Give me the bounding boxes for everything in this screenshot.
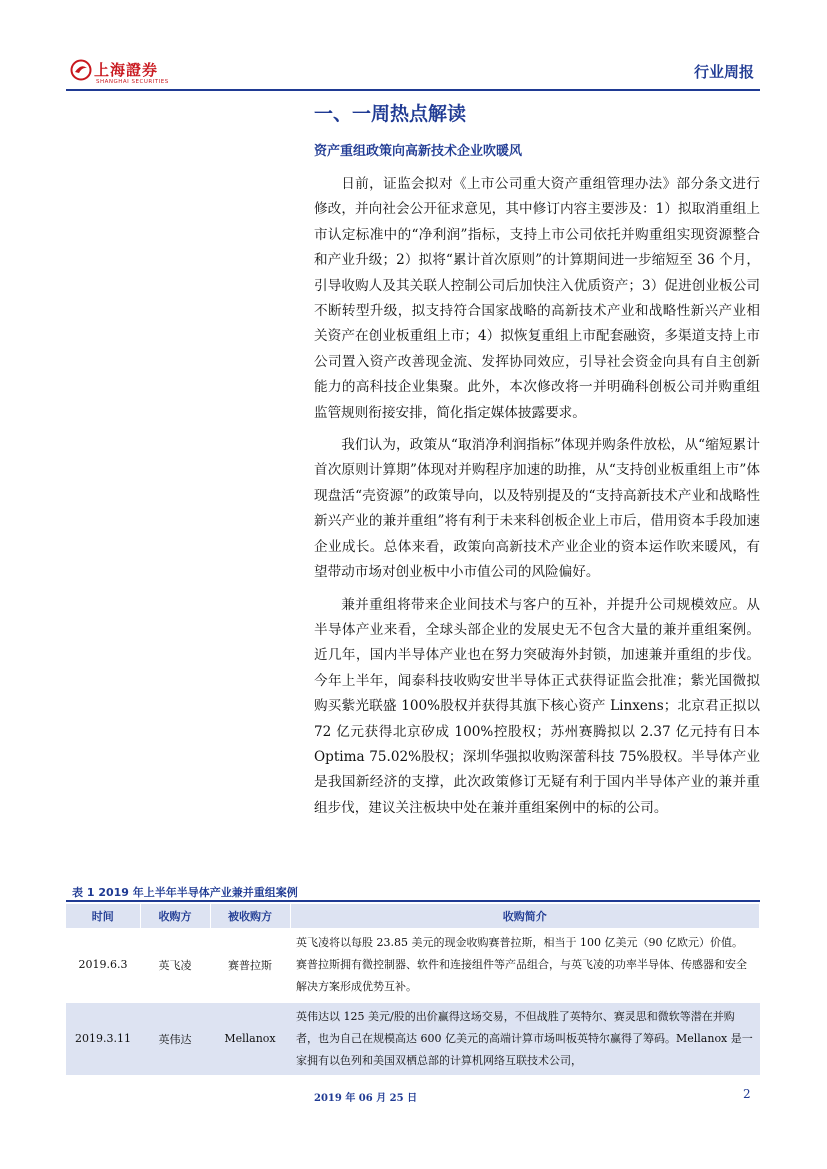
column-header: 时间 [66, 904, 140, 928]
paragraph: 兼并重组将带来企业间技术与客户的互补，并提升公司规模效应。从半导体产业来看，全球头部企业的发展史无不包含大量的兼并重组案例。近几年，国内半导体产业也在努力突破海外封锁，加速兼并重组的步伐。今年上半年，闻泰科技收购安世半导体正式获得证监会批准；紫光国微拟购买紫光联盛 100%股权并获得其旗下核心资产 Linxens；北京君正拟以 72 亿元获得北京矽成 100%控股权；苏州赛腾拟以 2.37 亿元持有日本 Optima 75.02%股权；深圳华强拟收购深蕾科技 75%股权。半导体产业是我国新经济的支撑，此次政策修订无疑有利于国内半导体产业的兼并重组步伐，建议关注板块中处在兼并重组案例中的标的公司。 [314, 596, 760, 816]
footer-date: 2019 年 06 月 25 日 [314, 1093, 418, 1104]
table-row [66, 1002, 760, 1075]
mna-cases-table [66, 904, 760, 1076]
paragraph: 我们认为，政策从“取消净利润指标”体现并购条件放松，从“缩短累计首次原则计算期”体现对并购程序加速的助推，从“支持创业板重组上市”体现盘活“壳资源”的政策导向，以及特别提及的“支持高新技术产业和战略性新兴产业的兼并重组”将有利于未来科创板企业上市后，借用资本手段加速企业成长。总体来看，政策向高新技术产业企业的资本运作吹来暖风，有望带动市场对创业板中小市值公司的风险偏好。 [314, 437, 760, 581]
article-body [314, 172, 760, 828]
brand-name: 上海證券 [94, 61, 159, 79]
logo-icon [70, 59, 92, 81]
target-cell: Mellanox [210, 1002, 290, 1075]
company-logo [66, 55, 196, 91]
table-top-rule [66, 900, 760, 902]
subsection-title: 资产重组政策向高新技术企业吹暖风 [314, 144, 523, 159]
header-divider [66, 89, 760, 91]
column-header: 收购方 [140, 904, 210, 928]
target-cell: 赛普拉斯 [210, 928, 290, 1002]
date-cell: 2019.3.11 [66, 1002, 140, 1075]
summary-cell: 英伟达以 125 美元/股的出价赢得这场交易，不但战胜了英特尔、赛灵思和微软等潜在并购者，也为自己在规模高达 600 亿美元的高端计算市场叫板英特尔赢得了筹码。Mellanox 是一家拥有以色列和美国双栖总部的计算机网络互联技术公司， [290, 1002, 760, 1075]
summary-cell: 英飞凌将以每股 23.85 美元的现金收购赛普拉斯，相当于 100 亿美元（90 亿欧元）价值。赛普拉斯拥有微控制器、软件和连接组件等产品组合，与英飞凌的功率半导体、传感器和安全解决方案形成优势互补。 [290, 928, 760, 1002]
report-type-label: 行业周报 [693, 63, 754, 81]
table-row [66, 928, 760, 1002]
column-header: 收购简介 [290, 904, 760, 928]
table-caption: 表 1 2019 年上半年半导体产业兼并重组案例 [72, 886, 298, 899]
acquirer-cell: 英伟达 [140, 1002, 210, 1075]
date-cell: 2019.6.3 [66, 928, 140, 1002]
paragraph: 日前，证监会拟对《上市公司重大资产重组管理办法》部分条文进行修改，并向社会公开征求意见，其中修订内容主要涉及：1）拟取消重组上市认定标准中的“净利润”指标，支持上市公司依托并购重组实现资源整合和产业升级；2）拟将“累计首次原则”的计算期间进一步缩短至 36 个月，引导收购人及其关联人控制公司后加快注入优质资产；3）促进创业板公司不断转型升级，拟支持符合国家战略的高新技术产业和战略性新兴产业相关资产在创业板重组上市；4）拟恢复重组上市配套融资，多渠道支持上市公司置入资产改善现金流、发挥协同效应，引导社会资金向具有自主创新能力的高科技企业集聚。此外，本次修改将一并明确科创板公司并购重组监管规则衔接安排，简化指定媒体披露要求。 [314, 176, 760, 421]
column-header: 被收购方 [210, 904, 290, 928]
page-number: 2 [743, 1087, 751, 1101]
section-title: 一、一周热点解读 [314, 103, 467, 125]
table-header-row [66, 904, 760, 928]
brand-subtitle: SHANGHAI SECURITIES [96, 79, 169, 85]
acquirer-cell: 英飞凌 [140, 928, 210, 1002]
